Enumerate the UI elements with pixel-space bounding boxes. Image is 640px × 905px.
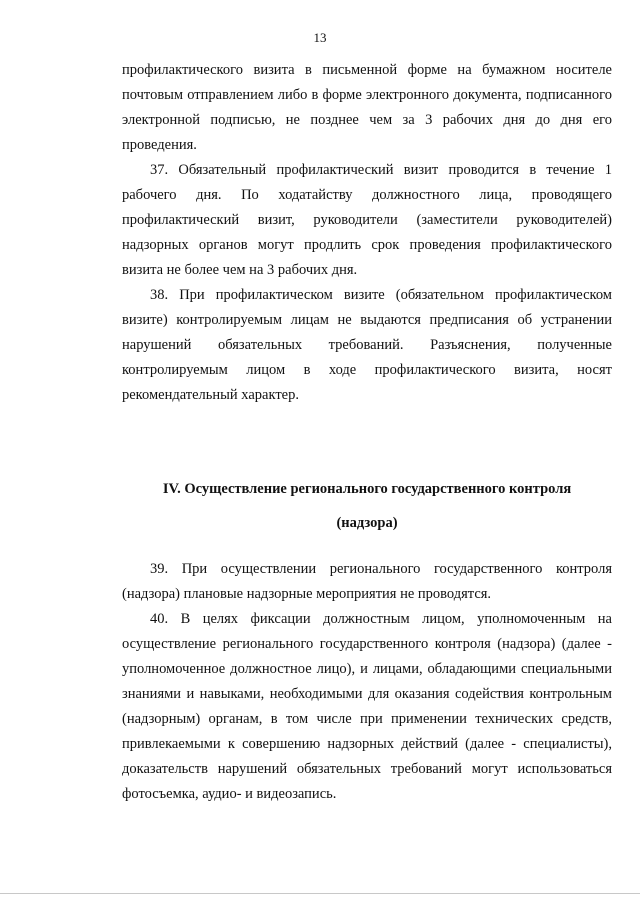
section-heading-line-1: IV. Осуществление регионального государственного контроля [162, 481, 572, 497]
section-heading-line-2: (надзора) [336, 515, 398, 531]
text-block-top [122, 58, 612, 408]
page-number: 13 [313, 30, 327, 45]
paragraph-continuation: профилактического визита в письменной форме на бумажном носителе почтовым отправлением либо в форме электронного документа, подписанного электронной подписью, не позднее чем за 3 рабочих дня до дня его проведения. [122, 62, 612, 153]
text-block-bottom [122, 557, 612, 807]
footer-rule [0, 893, 640, 894]
paragraph-37: 37. Обязательный профилактический визит проводится в течение 1 рабочего дня. По ходатайству должностного лица, проводящего профилактический визит, руководители (заместители руководителей) надзорных органов могут продлить срок проведения профилактического визита не более чем на 3 рабочих дня. [122, 162, 612, 278]
paragraph-39: 39. При осуществлении регионального государственного контроля (надзора) плановые надзорные мероприятия не проводятся. [122, 561, 612, 602]
section-heading [122, 472, 612, 540]
paragraph-40: 40. В целях фиксации должностным лицом, уполномоченным на осуществление регионального государственного контроля (надзора) (далее - уполномоченное должностное лицо), и лицами, обладающими специальными знаниями и навыками, необходимыми для оказания содействия контрольным (надзорным) органам, в том числе при применении технических средств, привлекаемыми к совершению надзорных действий (далее - специалисты), доказательств нарушений обязательных требований могут использоваться фотосъемка, аудио- и видеозапись. [122, 611, 612, 802]
paragraph-38: 38. При профилактическом визите (обязательном профилактическом визите) контролируемым лицам не выдаются предписания об устранении нарушений обязательных требований. Разъяснения, полученные контролируемым лицом в ходе профилактического визита, носят рекомендательный характер. [122, 287, 612, 403]
